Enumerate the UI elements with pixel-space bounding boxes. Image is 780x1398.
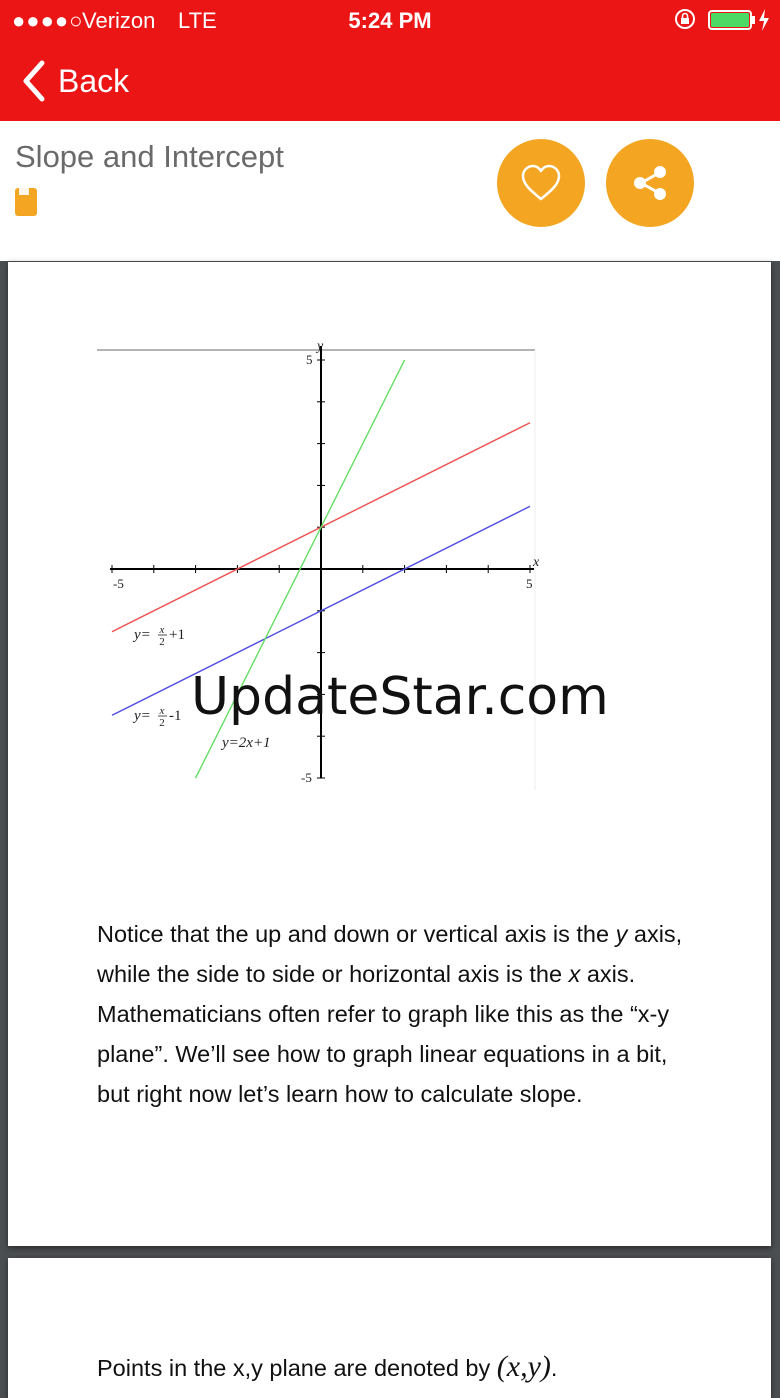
lock-icon — [674, 8, 696, 30]
x-axis-label: x — [533, 555, 540, 570]
math-expression: (x,y) — [496, 1350, 551, 1383]
series-label-denominator: 2 — [159, 636, 165, 648]
status-bar — [0, 0, 780, 40]
article-header — [0, 121, 780, 261]
chevron-left-icon — [20, 59, 48, 103]
paragraph-text: Points in the x,y plane are denoted by — [97, 1355, 491, 1381]
share-icon — [629, 162, 671, 204]
series-label-numerator: x — [159, 705, 165, 717]
bolt-icon — [758, 9, 770, 31]
series-label — [132, 624, 185, 648]
content-card — [8, 262, 771, 1246]
content-card — [8, 1258, 771, 1398]
series-label-suffix: +1 — [169, 627, 185, 643]
status-time: 5:24 PM — [348, 8, 432, 33]
page-title: Slope and Intercept — [15, 139, 284, 174]
y-tick-label: 5 — [306, 352, 313, 367]
network-type: LTE — [178, 8, 217, 33]
x-tick-label: -5 — [113, 576, 124, 591]
carrier-name: Verizon — [82, 8, 156, 33]
series-label-denominator: 2 — [159, 717, 165, 729]
y-axis-label: y — [317, 342, 324, 354]
series-label-numerator: x — [159, 624, 165, 636]
x-tick-label: 5 — [526, 576, 533, 591]
series-label-prefix: y= — [134, 627, 151, 643]
paragraph-suffix: . — [550, 1355, 558, 1381]
battery-icon — [708, 10, 756, 30]
y-tick-label: -5 — [301, 770, 312, 785]
series-label-suffix: -1 — [169, 708, 182, 724]
paragraph: Notice that the up and down or vertical axis is the y axis, while the side to side or horizontal axis is the x axis. Mathematicians often refer to graph like this as the “x-y plane”. We’ll see how to graph linear equations in a bit, but right now let’s learn how to calculate slope. — [97, 921, 683, 1107]
watermark: UpdateStar.com — [191, 667, 609, 727]
favorite-button[interactable] — [497, 139, 585, 227]
heart-icon — [520, 164, 562, 202]
series-label-prefix: y= — [134, 708, 151, 724]
back-label: Back — [58, 62, 130, 99]
series-label: y=2x+1 — [222, 735, 271, 751]
book-icon — [15, 188, 37, 216]
nav-bar — [0, 40, 780, 121]
back-button[interactable] — [20, 56, 129, 106]
share-button[interactable] — [606, 139, 694, 227]
paragraph — [97, 1350, 557, 1384]
signal-strength: ●●●●○ — [12, 8, 84, 33]
series-label — [132, 705, 182, 729]
slope-intercept-graph — [88, 342, 558, 802]
